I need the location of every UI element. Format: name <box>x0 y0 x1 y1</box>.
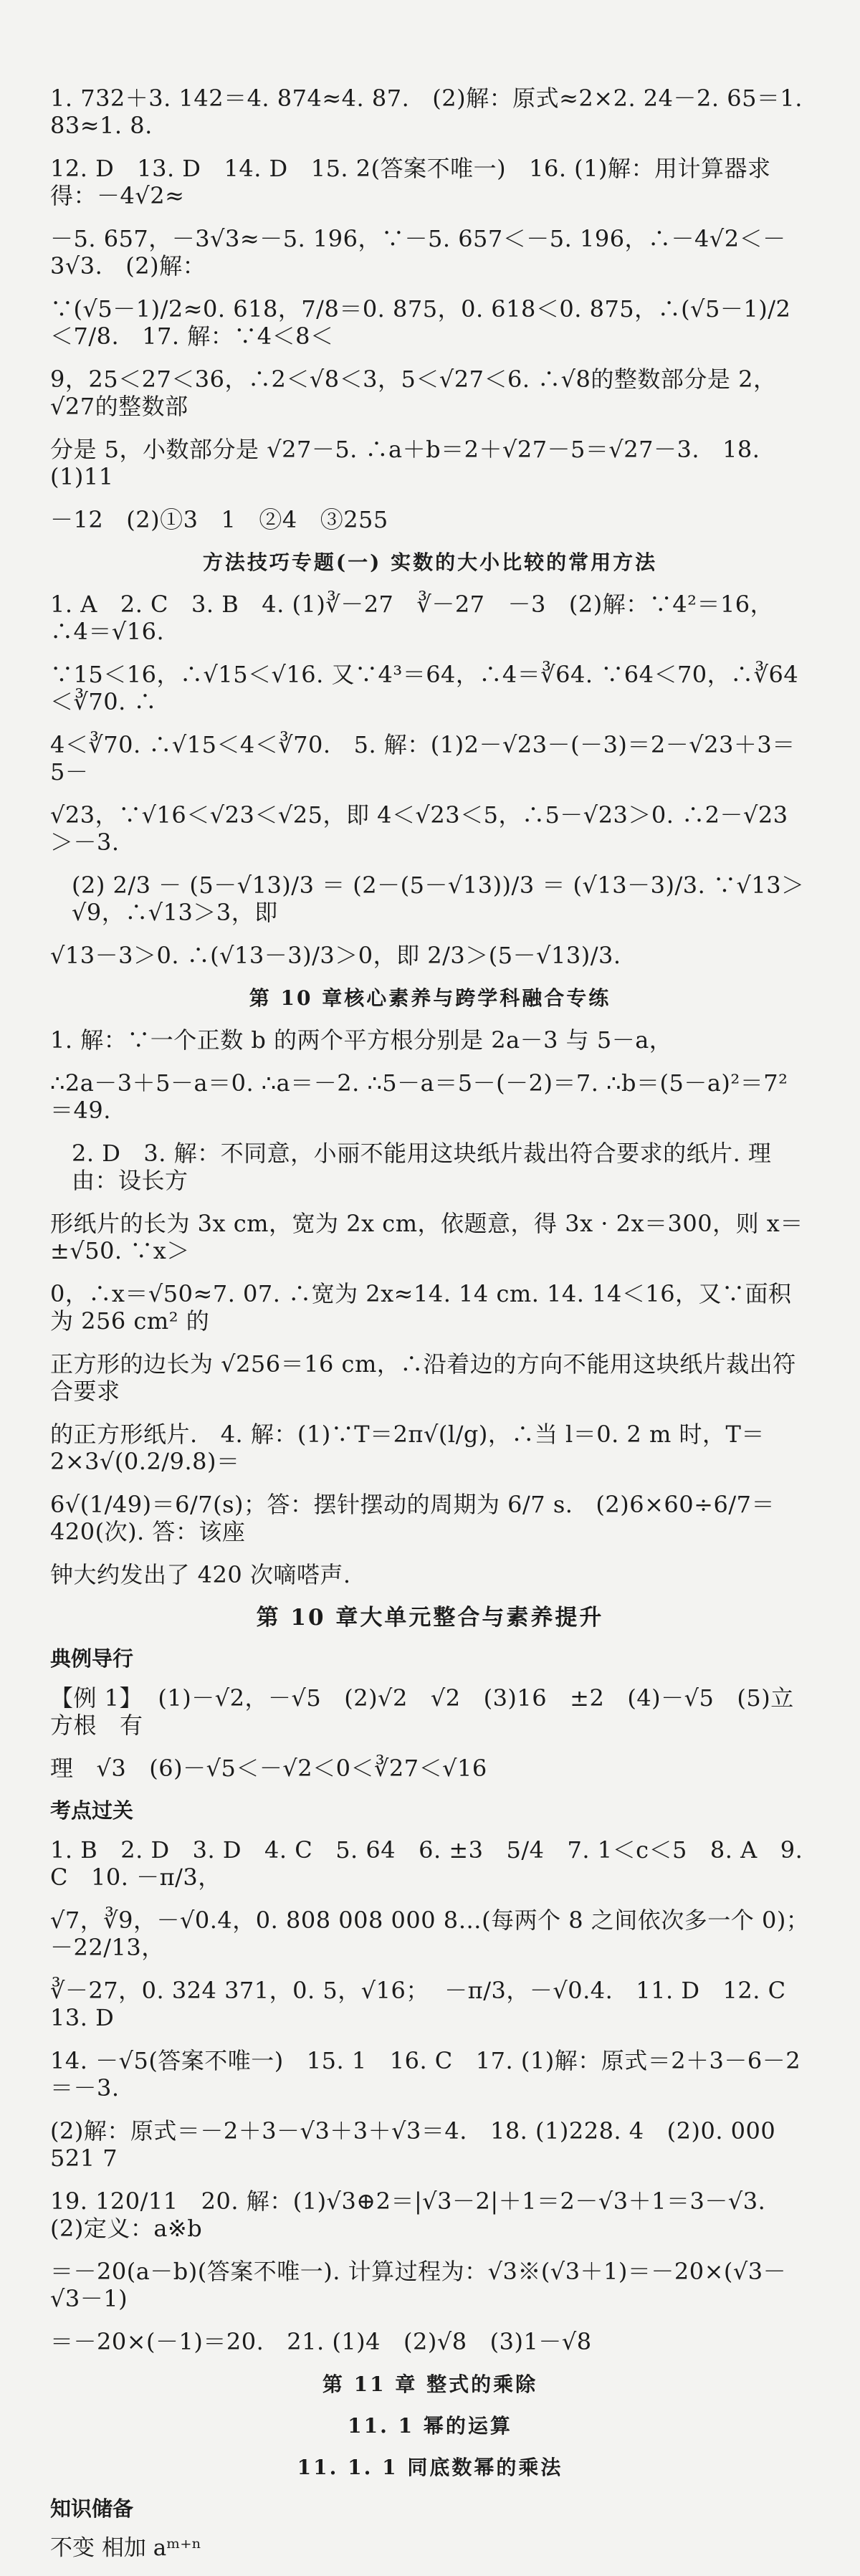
answer-line: 4＜∛70. ∴√15＜4＜∛70. 5. 解：(1)2－√23－(－3)＝2－√23＋3＝5－ <box>50 731 796 786</box>
answer-line: ∵(√5－1)/2≈0. 618，7/8＝0. 875，0. 618＜0. 875，∴(√5－1)/2＜7/8. 17. 解：∵4＜8＜ <box>50 295 791 350</box>
section-title-core-literacy: 第 10 章核心素养与跨学科融合专练 <box>249 986 611 1010</box>
answer-line: (2)解：原式＝－2＋3－√3＋3＋√3＝4. 18. (1)228. 4 (2)0. 000 521 7 <box>50 2117 783 2172</box>
answer-line: ∴2a－3＋5－a＝0. ∴a＝－2. ∴5－a＝5－(－2)＝7. ∴b＝(5－a)²＝7²＝49. <box>50 1069 788 1124</box>
answer-line: 钟大约发出了 420 次嘀嗒声. <box>50 1561 351 1588</box>
answer-content <box>50 85 825 2576</box>
method-answers-block <box>50 591 810 969</box>
answer-line: 【例 1】 (1)－√2，－√5 (2)√2 √2 (3)16 ±2 (4)－√5 (5)立方根 有 <box>50 1684 794 1739</box>
answer-line: 19. 120/11 20. 解：(1)√3⊕2＝|√3－2|＋1＝2－√3＋1＝3－√3. (2)定义：a※b <box>50 2188 789 2242</box>
core-literacy-answers-block <box>50 1026 810 1588</box>
answer-line: －5. 657，－3√3≈－5. 196，∵－5. 657＜－5. 196，∴－4√2＜－3√3. (2)解： <box>50 225 786 280</box>
examples-answers-block <box>50 1684 810 1782</box>
answer-line: ＝－20(a－b)(答案不唯一). 计算过程为：√3※(√3＋1)＝－20×(√3－√3－1) <box>50 2258 787 2312</box>
knowledge-answer: 不变 相加 aᵐ⁺ⁿ <box>50 2535 201 2561</box>
subheading-knowledge: 知识储备 <box>50 2496 134 2521</box>
answer-line: 理 √3 (6)－√5＜－√2＜0＜∛27＜√16 <box>50 1755 487 1782</box>
answer-line: －12 (2)①3 1 ②4 ③255 <box>50 506 388 533</box>
checkpoint-answers-block <box>50 1836 825 2355</box>
answer-line: 14. －√5(答案不唯一) 15. 1 16. C 17. (1)解：原式＝2＋3－6－2＝－3. <box>50 2047 801 2102</box>
section-title-unit-integration: 第 10 章大单元整合与素养提升 <box>256 1605 604 1631</box>
answer-line: 12. D 13. D 14. D 15. 2(答案不唯一) 16. (1)解：用计算器求得：－4√2≈ <box>50 155 771 209</box>
answer-line: 分是 5，小数部分是 √27－5. ∴a＋b＝2＋√27－5＝√27－3. 18. (1)11 <box>50 436 768 490</box>
answer-line: 的正方形纸片. 4. 解：(1)∵T＝2π√(l/g)，∴当 l＝0. 2 m 时，T＝2×3√(0.2/9.8)＝ <box>50 1421 765 1475</box>
section-title-method: 方法技巧专题(一) 实数的大小比较的常用方法 <box>202 550 658 574</box>
answer-line: 1. A 2. C 3. B 4. (1)∛－27 ∛－27 －3 (2)解：∵4²＝16，∴4＝√16. <box>50 591 774 645</box>
answer-line: 正方形的边长为 √256＝16 cm，∴沿着边的方向不能用这块纸片裁出符合要求 <box>50 1350 796 1405</box>
answer-line: ∛－27，0. 324 371，0. 5，√16； －π/3，－√0.4. 11. D 12. C 13. D <box>50 1977 809 2031</box>
answer-line: 6√(1/49)＝6/7(s)；答：摆针摆动的周期为 6/7 s. (2)6×60÷6/7＝420(次). 答：该座 <box>50 1491 775 1545</box>
subheading-checkpoints: 考点过关 <box>50 1798 134 1823</box>
top-answers-block <box>50 85 810 533</box>
answer-line: 0，∴x＝√50≈7. 07. ∴宽为 2x≈14. 14 cm. 14. 14＜16，又∵面积为 256 cm² 的 <box>50 1280 792 1335</box>
answer-line: 1. 732＋3. 142＝4. 874≈4. 87. (2)解：原式≈2×2. 24－2. 65＝1. 83≈1. 8. <box>50 85 811 139</box>
subheading-examples: 典例导行 <box>50 1646 134 1671</box>
section-title-11-1-1: 11. 1. 1 同底数幂的乘法 <box>297 2456 563 2479</box>
answer-line: √13－3＞0. ∴(√13－3)/3＞0，即 2/3＞(5－√13)/3. <box>50 942 621 969</box>
answer-line: 1. 解：∵一个正数 b 的两个平方根分别是 2a－3 与 5－a， <box>50 1026 673 1054</box>
answer-line: ∵15＜16，∴√15＜√16. 又∵4³＝64，∴4＝∛64. ∵64＜70，∴∛64＜∛70. ∴ <box>50 661 799 715</box>
answer-line: √7，∛9，－√0.4，0. 808 008 000 8…(每两个 8 之间依次多一个 0)； －22/13， <box>50 1907 825 1961</box>
answer-line: 2. D 3. 解：不同意，小丽不能用这块纸片裁出符合要求的纸片. 理由：设长方 <box>72 1140 772 1194</box>
answer-line: ＝－20×(－1)＝20. 21. (1)4 (2)√8 (3)1－√8 <box>50 2328 592 2355</box>
answer-line: 9，25＜27＜36，∴2＜√8＜3，5＜√27＜6. ∴√8的整数部分是 2，√27的整数部 <box>50 366 777 420</box>
answer-line: 1. B 2. D 3. D 4. C 5. 64 6. ±3 5/4 7. 1＜c＜5 8. A 9. C 10. －π/3， <box>50 1836 811 1891</box>
answer-line: 形纸片的长为 3x cm，宽为 2x cm，依题意，得 3x · 2x＝300，则 x＝±√50. ∵x＞ <box>50 1210 803 1264</box>
chapter-title: 第 11 章 整式的乘除 <box>322 2372 538 2396</box>
answer-line: √23，∵√16＜√23＜√25，即 4＜√23＜5，∴5－√23＞0. ∴2－√23＞－3. <box>50 801 788 856</box>
answer-line: (2) 2/3 － (5－√13)/3 ＝ (2－(5－√13))/3 ＝ (√13－3)/3. ∵√13＞√9，∴√13＞3，即 <box>72 872 805 926</box>
section-title-11-1: 11. 1 幂的运算 <box>348 2414 512 2438</box>
